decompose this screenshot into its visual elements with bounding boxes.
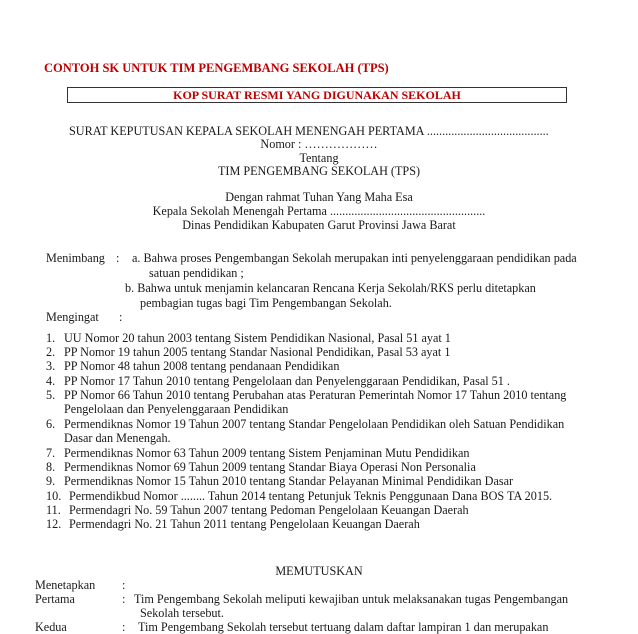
menetapkan-colon: : [122,578,126,592]
legal-basis-number: 1. [46,331,56,345]
memutuskan-heading: MEMUTUSKAN [275,564,363,578]
document-title: CONTOH SK UNTUK TIM PENGEMBANG SEKOLAH (TPS) [44,61,389,75]
legal-basis-number: 12. [46,517,62,531]
menimbang-b-line2: pembagian tugas bagi Tim Pengembangan Sekolah. [140,296,392,310]
mengingat-label: Mengingat [46,310,99,324]
legal-basis-number: 8. [46,460,56,474]
letterhead-box [67,87,567,103]
decree-subject: TIM PENGEMBANG SEKOLAH (TPS) [217,164,421,178]
decree-heading: SURAT KEPUTUSAN KEPALA SEKOLAH MENENGAH PERTAMA ........................................ [69,124,549,138]
menimbang-a-line1: a. Bahwa proses Pengembangan Sekolah merupakan inti penyelenggaraan pendidikan pada [132,251,577,265]
kedua-label: Kedua [35,620,67,634]
kedua-colon: : [122,620,126,634]
legal-basis-text: Permendagri No. 21 Tahun 2011 tentang Pengelolaan Keuangan Daerah [69,517,420,531]
pertama-colon: : [122,592,126,606]
legal-basis-number: 11. [46,503,61,517]
menimbang-b-line1: b. Bahwa untuk menjamin kelancaran Rencana Kerja Sekolah/RKS perlu ditetapkan [125,281,536,295]
legal-basis-number: 2. [46,345,56,359]
kedua-text: Tim Pengembang Sekolah tersebut tertuang dalam daftar lampiran 1 dan merupakan [138,620,549,634]
legal-basis-text: Permendiknas Nomor 63 Tahun 2009 tentang Sistem Penjaminan Mutu Pendidikan [64,446,470,460]
legal-basis-text: UU Nomor 20 tahun 2003 tentang Sistem Pendidikan Nasional, Pasal 51 ayat 1 [64,331,451,345]
legal-basis-text: Permendiknas Nomor 69 Tahun 2009 tentang Standar Biaya Operasi Non Personalia [64,460,476,474]
legal-basis-text: Permendikbud Nomor ........ Tahun 2014 tentang Petunjuk Teknis Penggunaan Dana BOS TA 2015. [69,489,553,503]
legal-basis-text: Permendagri No. 59 Tahun 2007 tentang Pedoman Pengelolaan Keuangan Daerah [69,503,469,517]
legal-basis-number: 7. [46,446,56,460]
pertama-text: Tim Pengembang Sekolah meliputi kewajiban untuk melaksanakan tugas Pengembangan [134,592,569,606]
office-line: Dinas Pendidikan Kabupaten Garut Provinsi Jawa Barat [182,218,456,232]
menimbang-label: Menimbang [46,251,105,265]
legal-basis-text-cont: Pengelolaan dan Penyelenggaraan Pendidikan [64,402,289,416]
legal-basis-number: 5. [46,388,56,402]
legal-basis-text-cont: Dasar dan Menengah. [64,431,171,445]
legal-basis-number: 6. [46,417,56,431]
pertama-label: Pertama [35,592,75,606]
pertama-text-cont: Sekolah tersebut. [140,606,224,620]
menimbang-colon: : [116,251,120,265]
menimbang-a-line2: satuan pendidikan ; [149,266,244,280]
legal-basis-text: Permendiknas Nomor 15 Tahun 2010 tentang Standar Pelayanan Minimal Pendidikan Dasar [64,474,514,488]
legal-basis-text: PP Nomor 48 tahun 2008 tentang pendanaan Pendidikan [64,359,340,373]
legal-basis-text: PP Nomor 17 Tahun 2010 tentang Pengelolaan dan Penyelenggaraan Pendidikan, Pasal 51 . [64,374,510,388]
invocation-line: Dengan rahmat Tuhan Yang Maha Esa [225,190,413,204]
letterhead-label: KOP SURAT RESMI YANG DIGUNAKAN SEKOLAH [173,88,461,102]
principal-line: Kepala Sekolah Menengah Pertama ................................................... [152,204,486,218]
decree-number: Nomor : ……………… [260,137,378,151]
legal-basis-text: Permendiknas Nomor 19 Tahun 2007 tentang Standar Pengelolaan Pendidikan oleh Satuan Pendidikan [64,417,565,431]
mengingat-colon: : [119,310,123,324]
legal-basis-number: 4. [46,374,56,388]
legal-basis-text: PP Nomor 66 Tahun 2010 tentang Perubahan atas Peraturan Pemerintah Nomor 17 Tahun 2010 tentang [64,388,567,402]
decree-tentang: Tentang [299,151,339,165]
legal-basis-number: 9. [46,474,56,488]
legal-basis-number: 3. [46,359,56,373]
menetapkan-label: Menetapkan [35,578,96,592]
legal-basis-number: 10. [46,489,62,503]
legal-basis-text: PP Nomor 19 tahun 2005 tentang Standar Nasional Pendidikan, Pasal 53 ayat 1 [64,345,451,359]
